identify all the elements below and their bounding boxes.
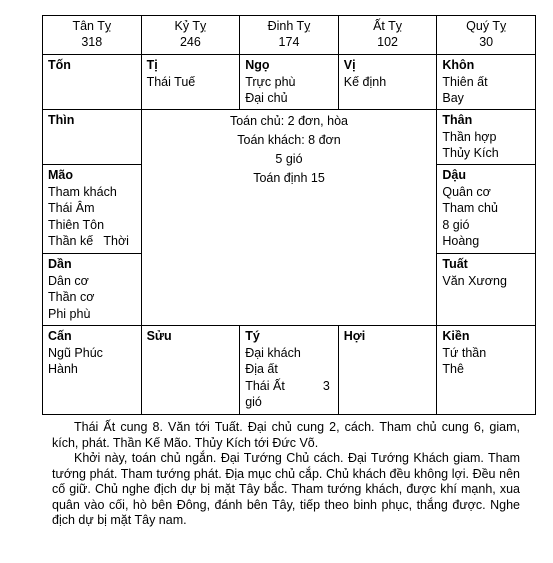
palace-line: Thần hợp	[442, 129, 497, 144]
palace-line: Thần cơ	[48, 290, 95, 304]
center-line: Toán định 15	[253, 171, 325, 185]
center-line: 5 gió	[275, 152, 303, 166]
palace-line: Ngũ Phúc	[48, 345, 103, 360]
palace-khon	[437, 55, 536, 110]
palace-line: Thái Ất	[245, 378, 285, 393]
palace-dau	[437, 165, 536, 254]
palace-line: Kế định	[343, 74, 387, 89]
year-cell	[43, 16, 142, 55]
palace-name: Tuất	[442, 257, 468, 271]
year-name: Kỷ Tỵ	[174, 19, 207, 33]
palace-tuat	[437, 254, 536, 326]
palace-line: Tham khách	[48, 184, 117, 199]
palace-number: 3	[322, 379, 330, 393]
palace-line: Hoàng	[442, 234, 480, 248]
palace-name: Tị	[146, 58, 158, 72]
paragraph: Thái Ất cung 8. Văn tới Tuất. Đại chủ cung 2, cách. Tham chủ cung 6, giam, kích, phát. Thần Kế Mão. Thủy Kích tới Đức Võ.	[52, 420, 520, 450]
year-number: 246	[179, 35, 201, 49]
year-cell	[141, 16, 240, 55]
palace-name: Thân	[442, 113, 473, 127]
center-line: Toán chủ: 2 đơn, hòa	[229, 114, 348, 128]
year-cell	[338, 16, 437, 55]
palace-line: Thiên Tôn	[48, 217, 105, 232]
palace-line: Thê	[442, 362, 464, 376]
palace-line: 8 gió	[442, 217, 470, 232]
palace-ngo	[240, 55, 339, 110]
palace-ty	[240, 326, 339, 415]
year-name: Ất Tỵ	[373, 19, 403, 33]
palace-name: Tốn	[48, 58, 71, 72]
commentary	[52, 420, 520, 529]
palace-name: Kiền	[442, 329, 470, 343]
palace-vi	[338, 55, 437, 110]
palace-name: Mão	[48, 168, 73, 182]
palace-kien	[437, 326, 536, 415]
palace-line: Dân cơ	[48, 273, 89, 288]
palace-name: Dần	[48, 257, 72, 271]
palace-line: Địa ất	[245, 362, 278, 376]
palace-line: Thái Tuế	[146, 74, 196, 89]
year-name: Quý Tỵ	[466, 19, 507, 33]
palace-dan	[43, 254, 142, 326]
palace-name: Dậu	[442, 168, 466, 182]
palace-name: Ngọ	[245, 58, 270, 72]
palace-name: Sửu	[146, 329, 172, 343]
palace-name: Hợi	[343, 329, 366, 343]
palace-line: Quân cơ	[442, 184, 491, 199]
palace-name: Thìn	[48, 113, 75, 127]
year-cell	[240, 16, 339, 55]
palace-line: Bay	[442, 91, 464, 105]
year-name: Đinh Tỵ	[267, 19, 311, 33]
palace-mao	[43, 165, 142, 254]
palace-hoi	[338, 326, 437, 415]
palace-line: Thần kế Thời	[48, 234, 129, 248]
palace-than	[437, 110, 536, 165]
palace-line: Đại khách	[245, 345, 301, 360]
palace-line: Tham chủ	[442, 201, 498, 215]
divination-grid	[42, 15, 536, 415]
palace-ti	[141, 55, 240, 110]
palace-line: Trực phù	[245, 74, 296, 89]
palace-name: Vị	[343, 58, 356, 72]
palace-line: gió	[245, 395, 262, 409]
year-cell	[437, 16, 536, 55]
palace-line: Thủy Kích	[442, 146, 499, 160]
palace-name: Khôn	[442, 58, 475, 72]
palace-line: Tứ thần	[442, 345, 487, 360]
paragraph: Khởi này, toán chủ ngắn. Đại Tướng Chủ cách. Đại Tướng Khách giam. Tham tướng phát. Tham tướng phát. Địa mục chủ cắp. Chủ khách đều không lợi. Đều nên cố giữ. Chủ nghe địch dự bị mặt Tây bắc. Tham tướng khách, được khí mạnh, xua quân vào cối, hò bên Đông, đánh bên Tây, tiếp theo binh phục, thắng được. Nghe địch dự bị mặt Tây nam.	[52, 451, 520, 527]
palace-name: Cấn	[48, 329, 72, 343]
year-number: 30	[479, 35, 494, 49]
year-header-row	[43, 16, 536, 55]
palace-can	[43, 326, 142, 415]
palace-line: Hành	[48, 362, 78, 376]
palace-line: Thiên ất	[442, 74, 488, 89]
year-number: 102	[377, 35, 398, 49]
center-line: Toán khách: 8 đơn	[237, 133, 341, 147]
palace-line: Văn Xương	[442, 273, 507, 288]
palace-thin	[43, 110, 142, 165]
palace-ton	[43, 55, 142, 110]
center-calculation	[141, 110, 437, 326]
year-number: 174	[278, 35, 300, 49]
palace-line: Phi phù	[48, 306, 91, 321]
year-name: Tân Tỵ	[72, 19, 112, 33]
palace-line: Thái Âm	[48, 201, 95, 215]
palace-line: Đại chủ	[245, 91, 288, 105]
palace-name: Tý	[245, 329, 260, 343]
palace-suu	[141, 326, 240, 415]
year-number: 318	[81, 35, 103, 49]
